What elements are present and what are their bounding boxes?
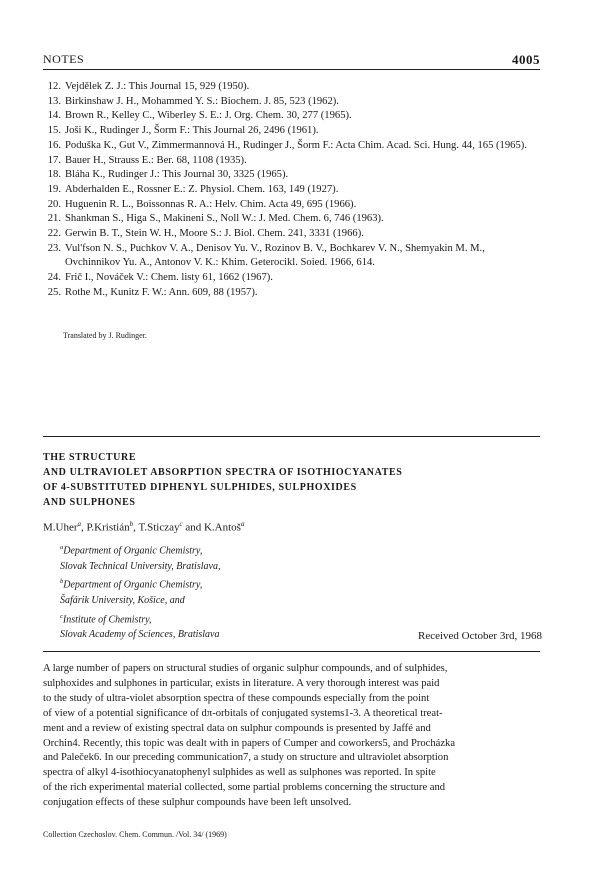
reference-item	[43, 286, 540, 301]
reference-text: Poduška K., Gut V., Zimmermannová H., Rudinger J., Šorm F.: Acta Chim. Acad. Sci. Hung. 44, 165 (1965).	[65, 139, 527, 151]
abstract-line: spectra of alkyl 4-isothiocyanatophenyl sulphides as well as sulphones was reported. In spite	[43, 767, 436, 779]
reference-item	[43, 198, 540, 213]
abstract-divider	[43, 651, 540, 652]
reference-number: 16.	[47, 139, 61, 151]
reference-number: 12.	[47, 81, 61, 92]
reference-text: Gerwin B. T., Stein W. H., Moore S.: J. Biol. Chem. 241, 3331 (1966).	[65, 228, 364, 240]
affiliation-line: Slovak Academy of Sciences, Bratislava	[60, 629, 220, 641]
reference-text: Huguenin R. L., Boissonnas R. A.: Helv. Chim. Acta 49, 695 (1966).	[65, 198, 357, 210]
reference-item	[43, 242, 540, 271]
reference-text: Bláha K., Rudinger J.: This Journal 30, 3325 (1965).	[65, 169, 289, 181]
reference-item	[43, 95, 540, 110]
abstract	[43, 662, 545, 811]
reference-number: 14.	[47, 110, 61, 122]
abstract-line: of the rich experimental material collected, some partial problems concerning the structure and	[43, 782, 446, 794]
reference-item	[43, 168, 540, 183]
running-head	[43, 52, 540, 68]
affiliation-mark: b	[60, 578, 64, 586]
reference-number: 13.	[47, 95, 61, 107]
title-line: AND ULTRAVIOLET ABSORPTION SPECTRA OF ISOTHIOCYANATES	[43, 467, 403, 478]
abstract-line: sulphoxides and sulphones in particular, exists in literature. A very thorough interest was paid	[43, 677, 440, 689]
reference-number: 15.	[47, 125, 61, 137]
affiliations	[60, 540, 220, 643]
author-name: M.Uher	[43, 521, 78, 534]
affiliation-mark: c	[60, 612, 63, 620]
affiliation-text: Department of Organic Chemistry,	[63, 579, 203, 591]
abstract-line: ment and a review of existing spectral data on sulphur compounds is presented by Jaffé and	[43, 722, 431, 734]
reference-item	[43, 183, 540, 198]
reference-number: 18.	[47, 169, 61, 181]
reference-item	[43, 109, 540, 124]
reference-number: 23.	[47, 242, 61, 254]
author-name: T.Sticzay	[138, 521, 180, 534]
reference-text: Brown R., Kelley C., Wiberley S. E.: J. Org. Chem. 30, 277 (1965).	[65, 110, 352, 122]
section-title: NOTES	[43, 52, 85, 66]
affiliation-mark: a	[60, 544, 64, 551]
reference-text: Rothe M., Kunitz F. W.: Ann. 609, 88 (1957).	[65, 286, 258, 298]
abstract-line: and Paleček6. In our preceding communication7, a study on structure and ultraviolet absorption	[43, 752, 449, 764]
abstract-line: of view of a potential significance of dπ-orbitals of conjugated systems1-3. A theoretical treat-	[43, 707, 443, 719]
reference-number: 24.	[47, 272, 61, 284]
reference-number: 20.	[47, 198, 61, 210]
received-date: Received October 3rd, 1968	[417, 630, 542, 642]
author-list: M.Uher$^a$, P.Kristián$^b$, T.Sticzay$^c$ and K.Antoš$^a$	[43, 520, 245, 534]
reference-item	[43, 227, 540, 242]
reference-item	[43, 154, 540, 169]
reference-item	[43, 212, 540, 227]
author-name: P.Kristián	[86, 521, 130, 534]
reference-number: 21.	[47, 213, 61, 225]
reference-text: Birkinshaw J. H., Mohammed Y. S.: Biochem. J. 85, 523 (1962).	[65, 95, 339, 107]
reference-text: Vul'fson N. S., Puchkov V. A., Denisov Yu. V., Rozinov B. V., Bochkarev V. N., Shemyakin M. M., Ovchinnikov Yu. A., Antonov V. K.: Khim. Geterocikl. Soied. 1966, 614.	[65, 242, 485, 269]
reference-number: 19.	[47, 183, 61, 195]
affiliation-text: Department of Organic Chemistry,	[63, 545, 203, 557]
abstract-line: to the study of ultra-violet absorption spectra of these compounds especially from the point	[43, 692, 430, 704]
affiliation-mark: b	[129, 520, 134, 528]
abstract-line: A large number of papers on structural studies of organic sulphur compounds, and of sulphides,	[43, 663, 448, 674]
reference-text: Joši K., Rudinger J., Šorm F.: This Journal 26, 2496 (1961).	[65, 125, 319, 137]
title-line: OF 4-SUBSTITUTED DIPHENYL SULPHIDES, SULPHOXIDES	[43, 482, 357, 493]
journal-footer: Collection Czechoslov. Chem. Commun. /Vol. 34/ (1969)	[43, 830, 227, 839]
reference-number: 17.	[47, 154, 61, 166]
reference-text: Shankman S., Higa S., Makineni S., Noll W.: J. Med. Chem. 6, 746 (1963).	[65, 213, 384, 225]
abstract-line: conjugation effects of these sulphur compounds have been left unsolved.	[43, 797, 352, 809]
affiliation-line	[60, 609, 220, 628]
affiliation-text: Institute of Chemistry,	[62, 613, 152, 625]
article-title	[43, 450, 543, 510]
reference-number: 22.	[47, 228, 61, 240]
affiliation-mark: c	[179, 520, 183, 528]
reference-item	[43, 271, 540, 286]
title-line: THE STRUCTURE	[43, 452, 137, 463]
reference-item	[43, 139, 540, 154]
reference-list	[43, 80, 540, 301]
affiliation-line: Šafárik University, Košice, and	[60, 595, 185, 607]
reference-text: Bauer H., Strauss E.: Ber. 68, 1108 (1935).	[65, 154, 247, 166]
abstract-line: Orchin4. Recently, this topic was dealt with in papers of Cumper and coworkers5, and Procházka	[43, 737, 456, 749]
translator-note: Translated by J. Rudinger.	[63, 331, 147, 340]
reference-text: Frič I., Nováček V.: Chem. listy 61, 1662 (1967).	[65, 272, 273, 284]
header-divider	[43, 69, 540, 70]
section-divider	[43, 436, 540, 437]
affiliation-mark: a	[240, 520, 245, 528]
reference-number: 25.	[47, 286, 61, 298]
affiliation-mark: a	[77, 520, 82, 528]
page-number: 4005	[512, 52, 540, 67]
author-name: K.Antoš	[203, 521, 241, 534]
affiliation-line	[60, 574, 220, 593]
reference-text: Vejdělek Z. J.: This Journal 15, 929 (1950).	[65, 81, 250, 92]
affiliation-line	[60, 540, 220, 559]
title-line: AND SULPHONES	[43, 497, 136, 508]
affiliation-line: Slovak Technical University, Bratislava,	[60, 560, 221, 572]
reference-text: Abderhalden E., Rossner E.: Z. Physiol. Chem. 163, 149 (1927).	[65, 183, 339, 195]
reference-item	[43, 80, 540, 95]
reference-item	[43, 124, 540, 139]
